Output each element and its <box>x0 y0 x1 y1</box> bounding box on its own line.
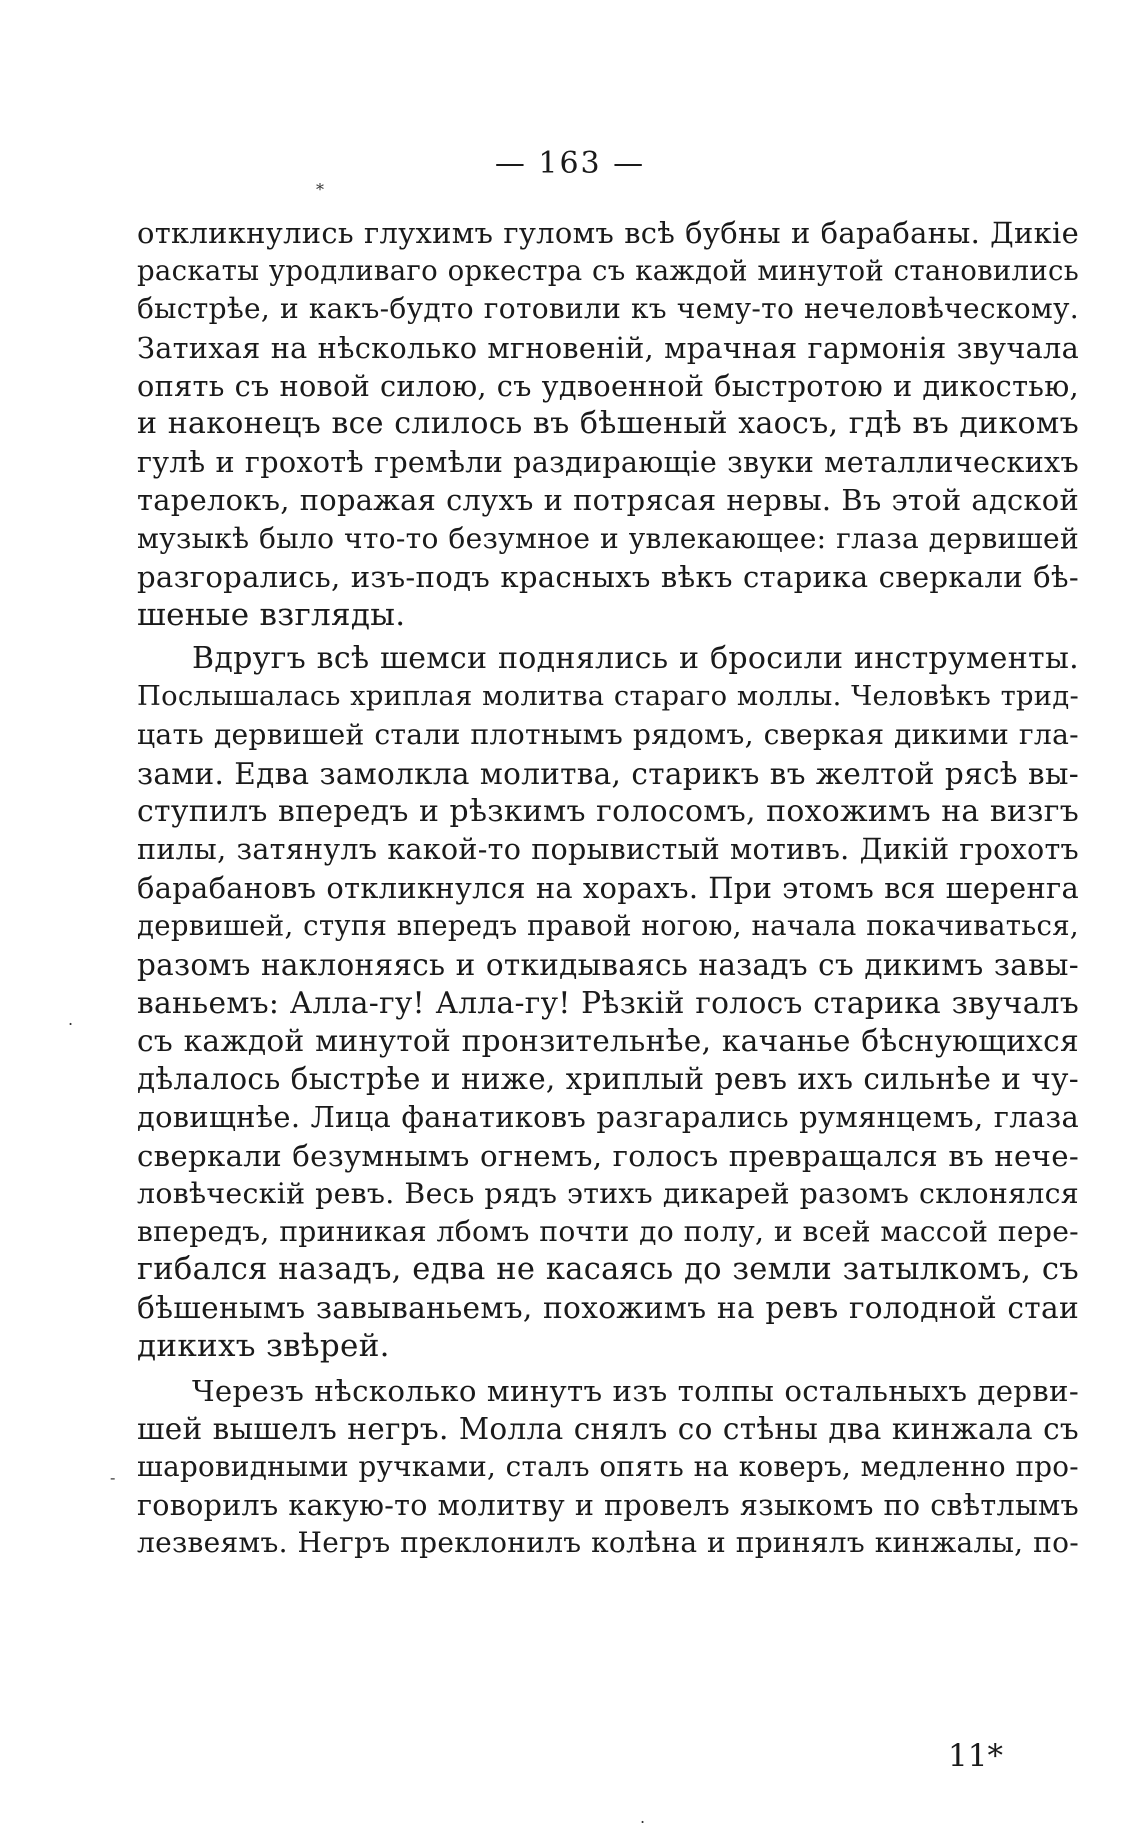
text-line: довищнѣе. Лица фанатиковъ разгарались румянцемъ, глаза <box>137 1100 1079 1135</box>
text-line: тарелокъ, поражая слухъ и потрясая нервы. Въ этой адской <box>137 483 1079 518</box>
text-line: шаровидными ручками, сталъ опять на коверъ, медленно про- <box>137 1450 1079 1483</box>
paragraph <box>137 214 1079 634</box>
text-line: зами. Едва замолкла молитва, старикъ въ желтой рясѣ вы- <box>137 756 1079 791</box>
text-line: гулѣ и грохотѣ гремѣли раздирающіе звуки металлическихъ <box>137 445 1079 480</box>
text-line: быстрѣе, и какъ-будто готовили къ чему-то нечеловѣческому. <box>137 292 1079 326</box>
signature-mark: 11* <box>948 1738 1003 1774</box>
page-number: — 163 — <box>494 146 646 181</box>
text-line: ваньемъ: Алла-гу! Алла-гу! Рѣзкій голосъ старика звучалъ <box>137 984 1079 1020</box>
text-line: откликнулись глухимъ гуломъ всѣ бубны и барабаны. Дикіе <box>137 216 1079 250</box>
text-line: музыкѣ было что-то безумное и увлекающее: глаза дервишей <box>137 521 1079 555</box>
text-line: цать дервишей стали плотнымъ рядомъ, сверкая дикими гла- <box>137 718 1079 752</box>
text-line: шей вышелъ негръ. Молла снялъ со стѣны два кинжала съ <box>137 1411 1079 1446</box>
text-line: и наконецъ все слилось въ бѣшеный хаосъ, гдѣ въ дикомъ <box>137 405 1079 441</box>
text-line: Послышалась хриплая молитва стараго моллы. Человѣкъ трид- <box>137 681 1079 713</box>
text-line: съ каждой минутой пронзительнѣе, качанье бѣснующихся <box>137 1023 1079 1058</box>
text-line: гибался назадъ, едва не касаясь до земли затылкомъ, съ <box>137 1252 1079 1288</box>
text-line: ловѣческій ревъ. Весь рядъ этихъ дикарей разомъ склонялся <box>137 1176 1079 1210</box>
body-text <box>137 214 1079 1563</box>
text-line: лезвеямъ. Негръ преклонилъ колѣна и принялъ кинжалы, по- <box>137 1526 1079 1560</box>
text-line: сверкали безумнымъ огнемъ, голосъ превращался въ нече- <box>137 1138 1079 1173</box>
print-speck: . <box>68 1010 74 1029</box>
text-line: ступилъ впередъ и рѣзкимъ голосомъ, похожимъ на визгъ <box>137 793 1079 829</box>
text-line: дикихъ звѣрей. <box>137 1328 390 1365</box>
print-speck: . <box>640 1808 646 1827</box>
text-line: разомъ наклоняясь и откидываясь назадъ съ дикимъ завы- <box>137 947 1079 982</box>
text-line: дѣлалось быстрѣе и ниже, хриплый ревъ ихъ сильнѣе и чу- <box>137 1062 1079 1097</box>
text-line: раскаты уродливаго оркестра съ каждой минутой становились <box>137 255 1079 288</box>
text-line: пилы, затянулъ какой-то порывистый мотивъ. Дикій грохотъ <box>137 833 1079 866</box>
text-line: бѣшенымъ завываньемъ, похожимъ на ревъ голодной стаи <box>137 1290 1079 1326</box>
text-line: шеные взгляды. <box>137 596 406 633</box>
paragraph <box>137 640 1079 1366</box>
text-line: дервишей, ступя впередъ правой ногою, начала покачиваться, <box>137 910 1079 943</box>
text-line: опять съ новой силою, съ удвоенной быстротою и дикостью, <box>137 368 1079 403</box>
text-line: Черезъ нѣсколько минутъ изъ толпы остальныхъ дерви- <box>192 1373 1079 1408</box>
text-line: барабановъ откликнулся на хорахъ. При этомъ вся шеренга <box>137 871 1079 906</box>
text-line: впередъ, приникая лбомъ почти до полу, и всей массой пере- <box>137 1214 1079 1248</box>
print-speck: * <box>316 180 324 199</box>
print-speck: - <box>110 1468 116 1487</box>
text-line: Затихая на нѣсколько мгновеній, мрачная гармонія звучала <box>137 330 1079 365</box>
text-line: разгорались, изъ-подъ красныхъ вѣкъ старика сверкали бѣ- <box>137 559 1079 594</box>
text-line: Вдругъ всѣ шемси поднялись и бросили инструменты. <box>192 641 1079 677</box>
text-line: говорилъ какую-то молитву и провелъ языкомъ по свѣтлымъ <box>137 1488 1079 1523</box>
paragraph <box>137 1372 1079 1563</box>
